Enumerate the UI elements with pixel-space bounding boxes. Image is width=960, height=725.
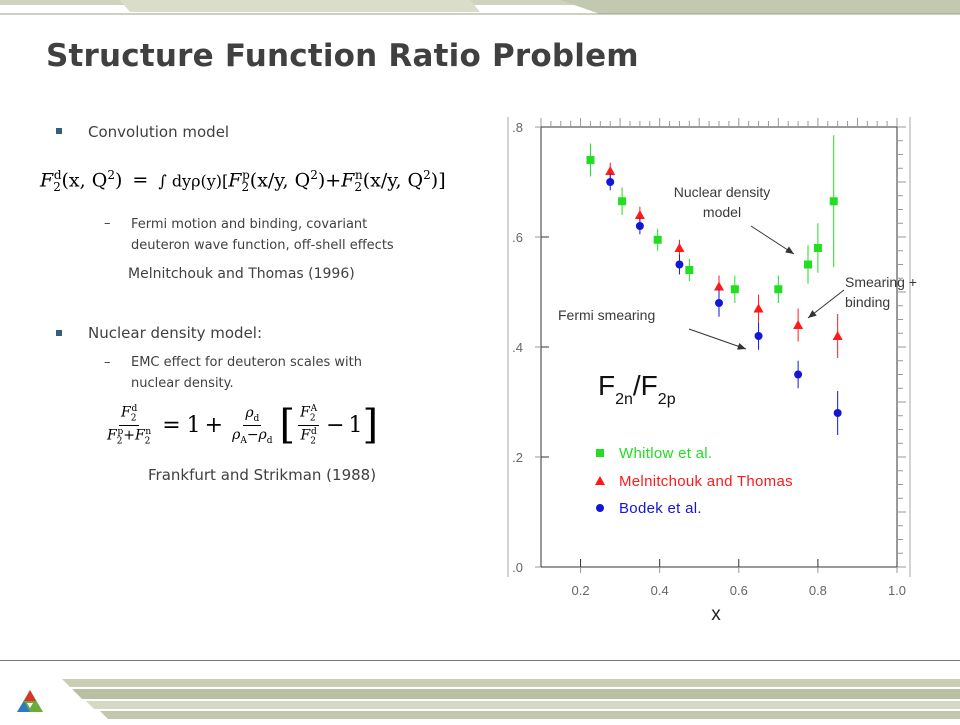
- arrow-fermi-smearing: [689, 329, 746, 349]
- y-tick-label: .4: [512, 340, 523, 355]
- plot-ratio-label: $F_{2n}/F_{2p}$: [598, 370, 676, 408]
- reference-melnitchouk-thomas: Melnitchouk and Thomas (1996): [128, 266, 355, 282]
- sub-bullet-fermi-motion: Fermi motion and binding, covariant deuteron wave function, off-shell effects: [131, 217, 394, 253]
- bullet-convolution-model: Convolution model: [88, 123, 230, 141]
- triangle-data-point: [605, 166, 615, 175]
- circle-data-point: [675, 261, 683, 269]
- x-tick-label: 0.6: [729, 583, 748, 598]
- sub-bullet-dash: –: [104, 216, 111, 231]
- reference-frankfurt-strikman: Frankfurt and Strikman (1988): [148, 466, 377, 484]
- legend-marker-triangle: [595, 476, 605, 485]
- y-tick-label: .0: [512, 560, 523, 575]
- circle-data-point: [606, 178, 614, 186]
- legend-label: Melnitchouk and Thomas: [619, 473, 793, 490]
- triangle-data-point: [635, 210, 645, 219]
- circle-data-point: [715, 299, 723, 307]
- circle-data-point: [755, 332, 763, 340]
- y-tick-label: .6: [512, 230, 523, 245]
- annotation-smearing-binding: Smearing + binding: [845, 274, 917, 310]
- convolution-equation: $F_2^d(x$, $Q^2$) = ∫ $dy\rho(y)[F_2^p(x/y$, $Q^2)+F_2^n(x/y$, $Q^2$)]: [40, 168, 446, 195]
- triangle-data-point: [674, 243, 684, 252]
- square-data-point: [654, 236, 662, 244]
- y-tick-label: .8: [512, 120, 523, 135]
- footer-stripes: [0, 661, 960, 721]
- circle-data-point: [636, 222, 644, 230]
- legend-marker-square: [596, 449, 604, 457]
- y-tick-label: .2: [512, 450, 523, 465]
- x-axis-label: x: [711, 604, 721, 625]
- argonne-logo-icon: [16, 689, 44, 713]
- square-data-point: [804, 261, 812, 269]
- square-data-point: [685, 266, 693, 274]
- circle-data-point: [834, 409, 842, 417]
- legend-marker-circle: [596, 504, 604, 512]
- nuclear-density-equation: $\frac{F_2^d}{F_2^p+F_2^n}$ = 1 + $\frac{\rho_d}{\rho_A-\rho_d}$ [ $\frac{F_2^A}{F_2^d}$ − 1 ]: [107, 402, 379, 448]
- square-data-point: [731, 285, 739, 293]
- triangle-data-point: [793, 320, 803, 329]
- sub-bullet-emc-effect: EMC effect for deuteron scales with nuclear density.: [131, 355, 362, 391]
- sub-bullet-dash: –: [104, 355, 111, 370]
- x-tick-label: 0.2: [571, 583, 590, 598]
- square-data-point: [586, 156, 594, 164]
- footer-bar: [0, 660, 960, 721]
- circle-data-point: [794, 371, 802, 379]
- arrow-nuclear-density-head: [785, 247, 794, 254]
- square-data-point: [830, 197, 838, 205]
- square-data-point: [814, 244, 822, 252]
- arrow-smearing-binding-head: [808, 310, 817, 318]
- x-tick-label: 1.0: [887, 583, 907, 598]
- arrow-fermi-smearing-head: [737, 343, 746, 350]
- legend-label: Whitlow et al.: [619, 445, 713, 462]
- bullet-nuclear-density-model: Nuclear density model:: [88, 324, 263, 342]
- triangle-data-point: [833, 331, 843, 340]
- legend-label: Bodek et al.: [619, 500, 702, 517]
- triangle-data-point: [714, 282, 724, 291]
- square-data-point: [618, 197, 626, 205]
- annotation-nuclear-density-model: Nuclear density model: [673, 184, 771, 220]
- triangle-data-point: [754, 304, 764, 313]
- x-tick-label: 0.8: [808, 583, 827, 598]
- slide-title: Structure Function Ratio Problem: [46, 38, 639, 74]
- square-data-point: [774, 285, 782, 293]
- x-tick-label: 0.4: [650, 583, 669, 598]
- annotation-fermi-smearing: Fermi smearing: [558, 307, 656, 323]
